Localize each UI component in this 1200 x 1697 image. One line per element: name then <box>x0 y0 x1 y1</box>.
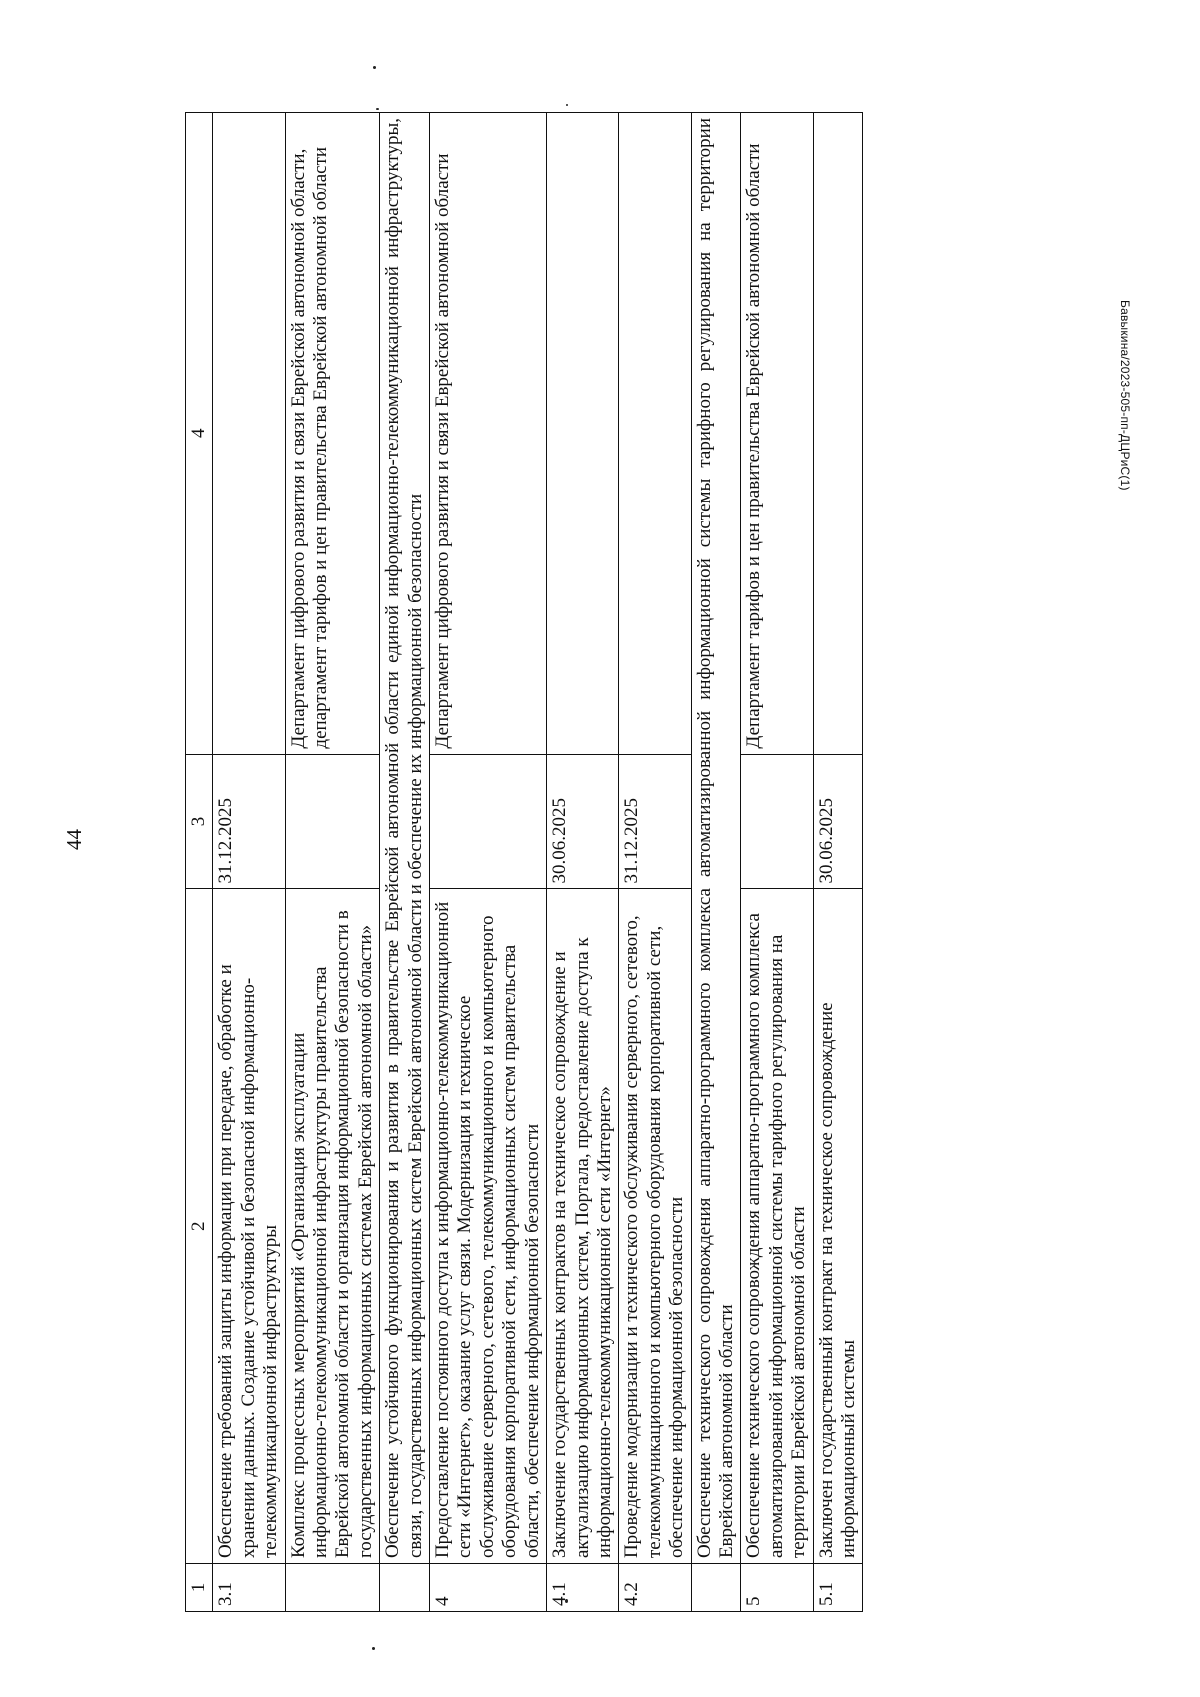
table-section-row <box>691 113 741 1612</box>
rotated-page-content <box>185 112 1085 1612</box>
row-text: Предоставление постоянного доступа к информационно-телекоммуникационной сети «Интернет», оказание услуг связи. Модернизация и техническое обслуживание серверного, сетевого, телекоммуникационного и компьютерного оборудования корпоративной сети, информационных систем правительства области, обеспечение информационной безопасности <box>430 889 547 1564</box>
row-number <box>285 1564 380 1612</box>
row-number: 5.1 <box>813 1564 863 1612</box>
row-responsible: Департамент цифрового развития и связи Еврейской автономной области, департамент тарифов и цен правительства Еврейской автономной области <box>285 113 380 755</box>
table-row <box>741 113 813 1612</box>
scan-speck <box>372 1647 375 1650</box>
row-responsible: Департамент цифрового развития и связи Еврейской автономной области <box>430 113 547 755</box>
row-responsible <box>619 113 691 755</box>
row-responsible <box>547 113 619 755</box>
scan-speck <box>376 108 379 110</box>
header-cell: 3 <box>186 754 213 889</box>
row-number: 3.1 <box>213 1564 285 1612</box>
row-number: 4.2 <box>619 1564 691 1612</box>
plan-table <box>185 112 863 1612</box>
table-row <box>547 113 619 1612</box>
row-date: 30.06.2025 <box>813 754 863 889</box>
row-text: Проведение модернизации и технического обслуживания серверного, сетевого, телекоммуникационного и компьютерного оборудования корпоративной сети, обеспечение информационной безопасности <box>619 889 691 1564</box>
row-responsible <box>213 113 285 755</box>
row-date: 30.06.2025 <box>547 754 619 889</box>
row-responsible: Департамент тарифов и цен правительства Еврейской автономной области <box>741 113 813 755</box>
row-number <box>691 1564 741 1612</box>
page-number: 44 <box>62 829 86 850</box>
table-row <box>813 113 863 1612</box>
row-date <box>741 754 813 889</box>
section-text: Обеспечение технического сопровождения аппаратно-программного комплекса автоматизированной информационной системы тарифного регулирования на территории Еврейской автономной области <box>691 113 741 1564</box>
row-text: Заключение государственных контрактов на техническое сопровождение и актуализацию информационных систем, Портала, предоставление доступа к информационно-телекоммуникационной сети «Интернет» <box>547 889 619 1564</box>
table-row <box>430 113 547 1612</box>
table-row <box>285 113 380 1612</box>
table-row <box>213 113 285 1612</box>
section-text: Обеспечение устойчивого функционирования и развития в правительстве Еврейской автономной области единой информационно-телекоммуникационной инфраструктуры, связи, государственных информационных систем Еврейской автономной области и обеспечение их информационной безопасности <box>380 113 430 1564</box>
table-section-row <box>380 113 430 1612</box>
table-header-row <box>186 113 213 1612</box>
row-text: Заключен государственный контракт на техническое сопровождение информационный системы <box>813 889 863 1564</box>
table-row <box>619 113 691 1612</box>
header-cell: 1 <box>186 1564 213 1612</box>
row-date <box>285 754 380 889</box>
row-number <box>380 1564 430 1612</box>
document-code: Бавыкина/2023-505-пп-ДЦРиС(1) <box>1118 300 1132 491</box>
header-cell: 4 <box>186 113 213 755</box>
scan-speck <box>373 66 376 69</box>
row-number: 4 <box>430 1564 547 1612</box>
row-date: 31.12.2025 <box>619 754 691 889</box>
row-text: Комплекс процессных мероприятий «Организация эксплуатации информационно-телекоммуникационной инфраструктуры правительства Еврейской автономной области и организация информационной безопасности в государственных информационных системах Еврейской автономной области» <box>285 889 380 1564</box>
row-date <box>430 754 547 889</box>
row-text: Обеспечение технического сопровождения аппаратно-программного комплекса автоматизированной информационной системы тарифного регулирования на территории Еврейской автономной области <box>741 889 813 1564</box>
row-date: 31.12.2025 <box>213 754 285 889</box>
row-responsible <box>813 113 863 755</box>
scan-speck <box>566 104 568 106</box>
header-cell: 2 <box>186 889 213 1564</box>
row-text: Обеспечение требований защиты информации при передаче, обработке и хранении данных. Создание устойчивой и безопасной информационно-телекоммуникационной инфраструктуры <box>213 889 285 1564</box>
row-number: 5 <box>741 1564 813 1612</box>
row-number: 4.1 <box>547 1564 619 1612</box>
